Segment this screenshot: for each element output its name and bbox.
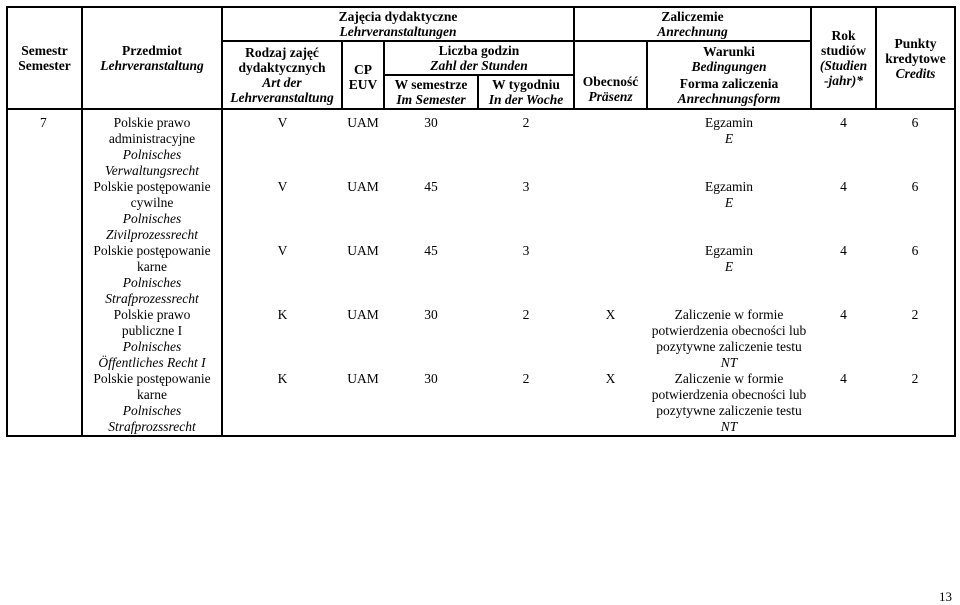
week-hours-cell [478, 179, 574, 243]
semester-hours: 45 [424, 243, 438, 258]
sem-hours-cell [384, 371, 478, 436]
form-cell [647, 115, 811, 179]
subject-name-de: Polnisches [122, 147, 182, 162]
header-cp: CP EUV [342, 41, 384, 109]
subject-name-pl: administracyjne [108, 131, 196, 146]
credit-points: 2 [911, 307, 919, 322]
header-conditions: Warunki Bedingungen Forma zaliczenia Anrechnungsform [647, 41, 811, 109]
subject-name-pl: publiczne I [121, 323, 183, 338]
attendance-cell [574, 307, 647, 371]
sem-hours-cell [384, 243, 478, 307]
weekly-hours: 3 [522, 243, 530, 258]
credit-form-de: E [724, 131, 734, 146]
semester-hours: 30 [424, 115, 438, 130]
sem-hours-cell [384, 115, 478, 179]
form-cell [647, 243, 811, 307]
week-hours-cell [478, 115, 574, 179]
subject-name-de: Strafprozssrecht [108, 419, 196, 434]
subject-name-de: Verwaltungsrecht [105, 163, 199, 178]
credits-cell [876, 307, 955, 371]
credit-form-pl: Zaliczenie w formie [674, 307, 784, 322]
form-cell [647, 307, 811, 371]
weekly-hours: 2 [522, 115, 530, 130]
attendance-cell [574, 179, 647, 243]
subject-name-de: Strafprozessrecht [105, 291, 199, 306]
weekly-hours: 3 [522, 179, 530, 194]
subject-cell [82, 179, 222, 243]
credits-cell [876, 115, 955, 179]
attendance-cell [574, 371, 647, 436]
credit-form-pl: Egzamin [705, 243, 753, 258]
cp-value: UAM [347, 307, 379, 322]
year-cell [811, 243, 876, 307]
cp-value: UAM [347, 179, 379, 194]
header-hours-group: Liczba godzin Zahl der Stunden [384, 41, 574, 75]
table-row [7, 115, 955, 179]
cp-cell [342, 243, 384, 307]
study-year: 4 [840, 115, 847, 130]
credit-form-pl: pozytywne zaliczenie testu [656, 339, 802, 354]
semester-cell [7, 371, 82, 436]
semester-cell [7, 307, 82, 371]
cp-cell [342, 307, 384, 371]
type-cell [222, 115, 342, 179]
subject-name-de: Zivilprozessrecht [106, 227, 198, 242]
year-cell [811, 115, 876, 179]
semester-cell [7, 115, 82, 179]
subject-name-de: Öffentliches Recht I [98, 355, 206, 370]
subject-cell [82, 307, 222, 371]
week-hours-cell [478, 307, 574, 371]
credit-form-de: NT [720, 355, 738, 370]
credit-points: 6 [911, 243, 919, 258]
form-cell [647, 179, 811, 243]
year-cell [811, 307, 876, 371]
type-cell [222, 371, 342, 436]
subject-name-de: Polnisches [122, 403, 182, 418]
subject-name-pl: Polskie postępowanie [93, 371, 211, 386]
study-year: 4 [840, 243, 847, 258]
credits-cell [876, 371, 955, 436]
credit-form-de: E [724, 259, 734, 274]
cp-value: UAM [347, 371, 379, 386]
type-cell [222, 307, 342, 371]
page-number: 13 [939, 589, 952, 604]
cp-value: UAM [347, 243, 379, 258]
credit-points: 2 [911, 371, 919, 386]
cp-cell [342, 115, 384, 179]
study-year: 4 [840, 179, 847, 194]
semester-value: 7 [40, 115, 47, 130]
cp-cell [342, 179, 384, 243]
year-cell [811, 179, 876, 243]
study-year: 4 [840, 371, 847, 386]
subject-name-pl: Polskie prawo [113, 307, 191, 322]
study-year: 4 [840, 307, 847, 322]
class-type: V [277, 243, 288, 258]
course-table [6, 6, 956, 437]
credit-form-pl: Zaliczenie w formie [674, 371, 784, 386]
credit-form-pl: potwierdzenia obecności lub [651, 323, 807, 338]
week-hours-cell [478, 371, 574, 436]
header-classes-group: Zajęcia dydaktyczne Lehrveranstaltungen [222, 7, 574, 41]
credit-points: 6 [911, 179, 919, 194]
week-hours-cell [478, 243, 574, 307]
semester-hours: 30 [424, 307, 438, 322]
subject-name-pl: karne [137, 387, 167, 402]
class-type: K [277, 307, 288, 322]
subject-name-de: Polnisches [122, 339, 182, 354]
weekly-hours: 2 [522, 371, 530, 386]
subject-name-pl: Polskie postępowanie [93, 243, 211, 258]
header-subject: Przedmiot Lehrveranstaltung [82, 7, 222, 109]
credit-form-pl: Egzamin [705, 115, 753, 130]
header-points: Punkty kredytowe Credits [876, 7, 955, 109]
header-semester: Semestr Semester [7, 7, 82, 109]
credit-form-pl: pozytywne zaliczenie testu [656, 403, 802, 418]
sem-hours-cell [384, 307, 478, 371]
credit-form-pl: potwierdzenia obecności lub [651, 387, 807, 402]
cp-cell [342, 371, 384, 436]
semester-hours: 30 [424, 371, 438, 386]
header-per-week: W tygodniu In der Woche [478, 75, 574, 109]
table-row [7, 243, 955, 307]
attendance-cell [574, 243, 647, 307]
class-type: V [277, 179, 288, 194]
credits-cell [876, 243, 955, 307]
type-cell [222, 243, 342, 307]
subject-name-pl: karne [137, 259, 167, 274]
year-cell [811, 371, 876, 436]
attendance-mark: X [605, 371, 616, 386]
sem-hours-cell [384, 179, 478, 243]
credits-cell [876, 179, 955, 243]
credit-form-de: E [724, 195, 734, 210]
table-row [7, 307, 955, 371]
subject-name-de: Polnisches [122, 275, 182, 290]
subject-cell [82, 371, 222, 436]
header-attendance: Obecność Präsenz [574, 41, 647, 109]
subject-cell [82, 243, 222, 307]
credit-form-pl: Egzamin [705, 179, 753, 194]
attendance-cell [574, 115, 647, 179]
subject-cell [82, 115, 222, 179]
header-type: Rodzaj zajęć dydaktycznych Art der Lehrveranstaltung [222, 41, 342, 109]
header-credit-group: Zaliczemie Anrechnung [574, 7, 811, 41]
semester-hours: 45 [424, 179, 438, 194]
form-cell [647, 371, 811, 436]
type-cell [222, 179, 342, 243]
credit-points: 6 [911, 115, 919, 130]
semester-cell [7, 243, 82, 307]
table-row [7, 179, 955, 243]
cp-value: UAM [347, 115, 379, 130]
semester-cell [7, 179, 82, 243]
subject-name-pl: cywilne [130, 195, 174, 210]
subject-name-pl: Polskie postępowanie [93, 179, 211, 194]
subject-name-pl: Polskie prawo [113, 115, 191, 130]
attendance-mark: X [605, 307, 616, 322]
header-per-semester: W semestrze Im Semester [384, 75, 478, 109]
class-type: V [277, 115, 288, 130]
weekly-hours: 2 [522, 307, 530, 322]
header-year: Rok studiów (Studien -jahr)* [811, 7, 876, 109]
credit-form-de: NT [720, 419, 738, 434]
class-type: K [277, 371, 288, 386]
table-row [7, 371, 955, 436]
subject-name-de: Polnisches [122, 211, 182, 226]
